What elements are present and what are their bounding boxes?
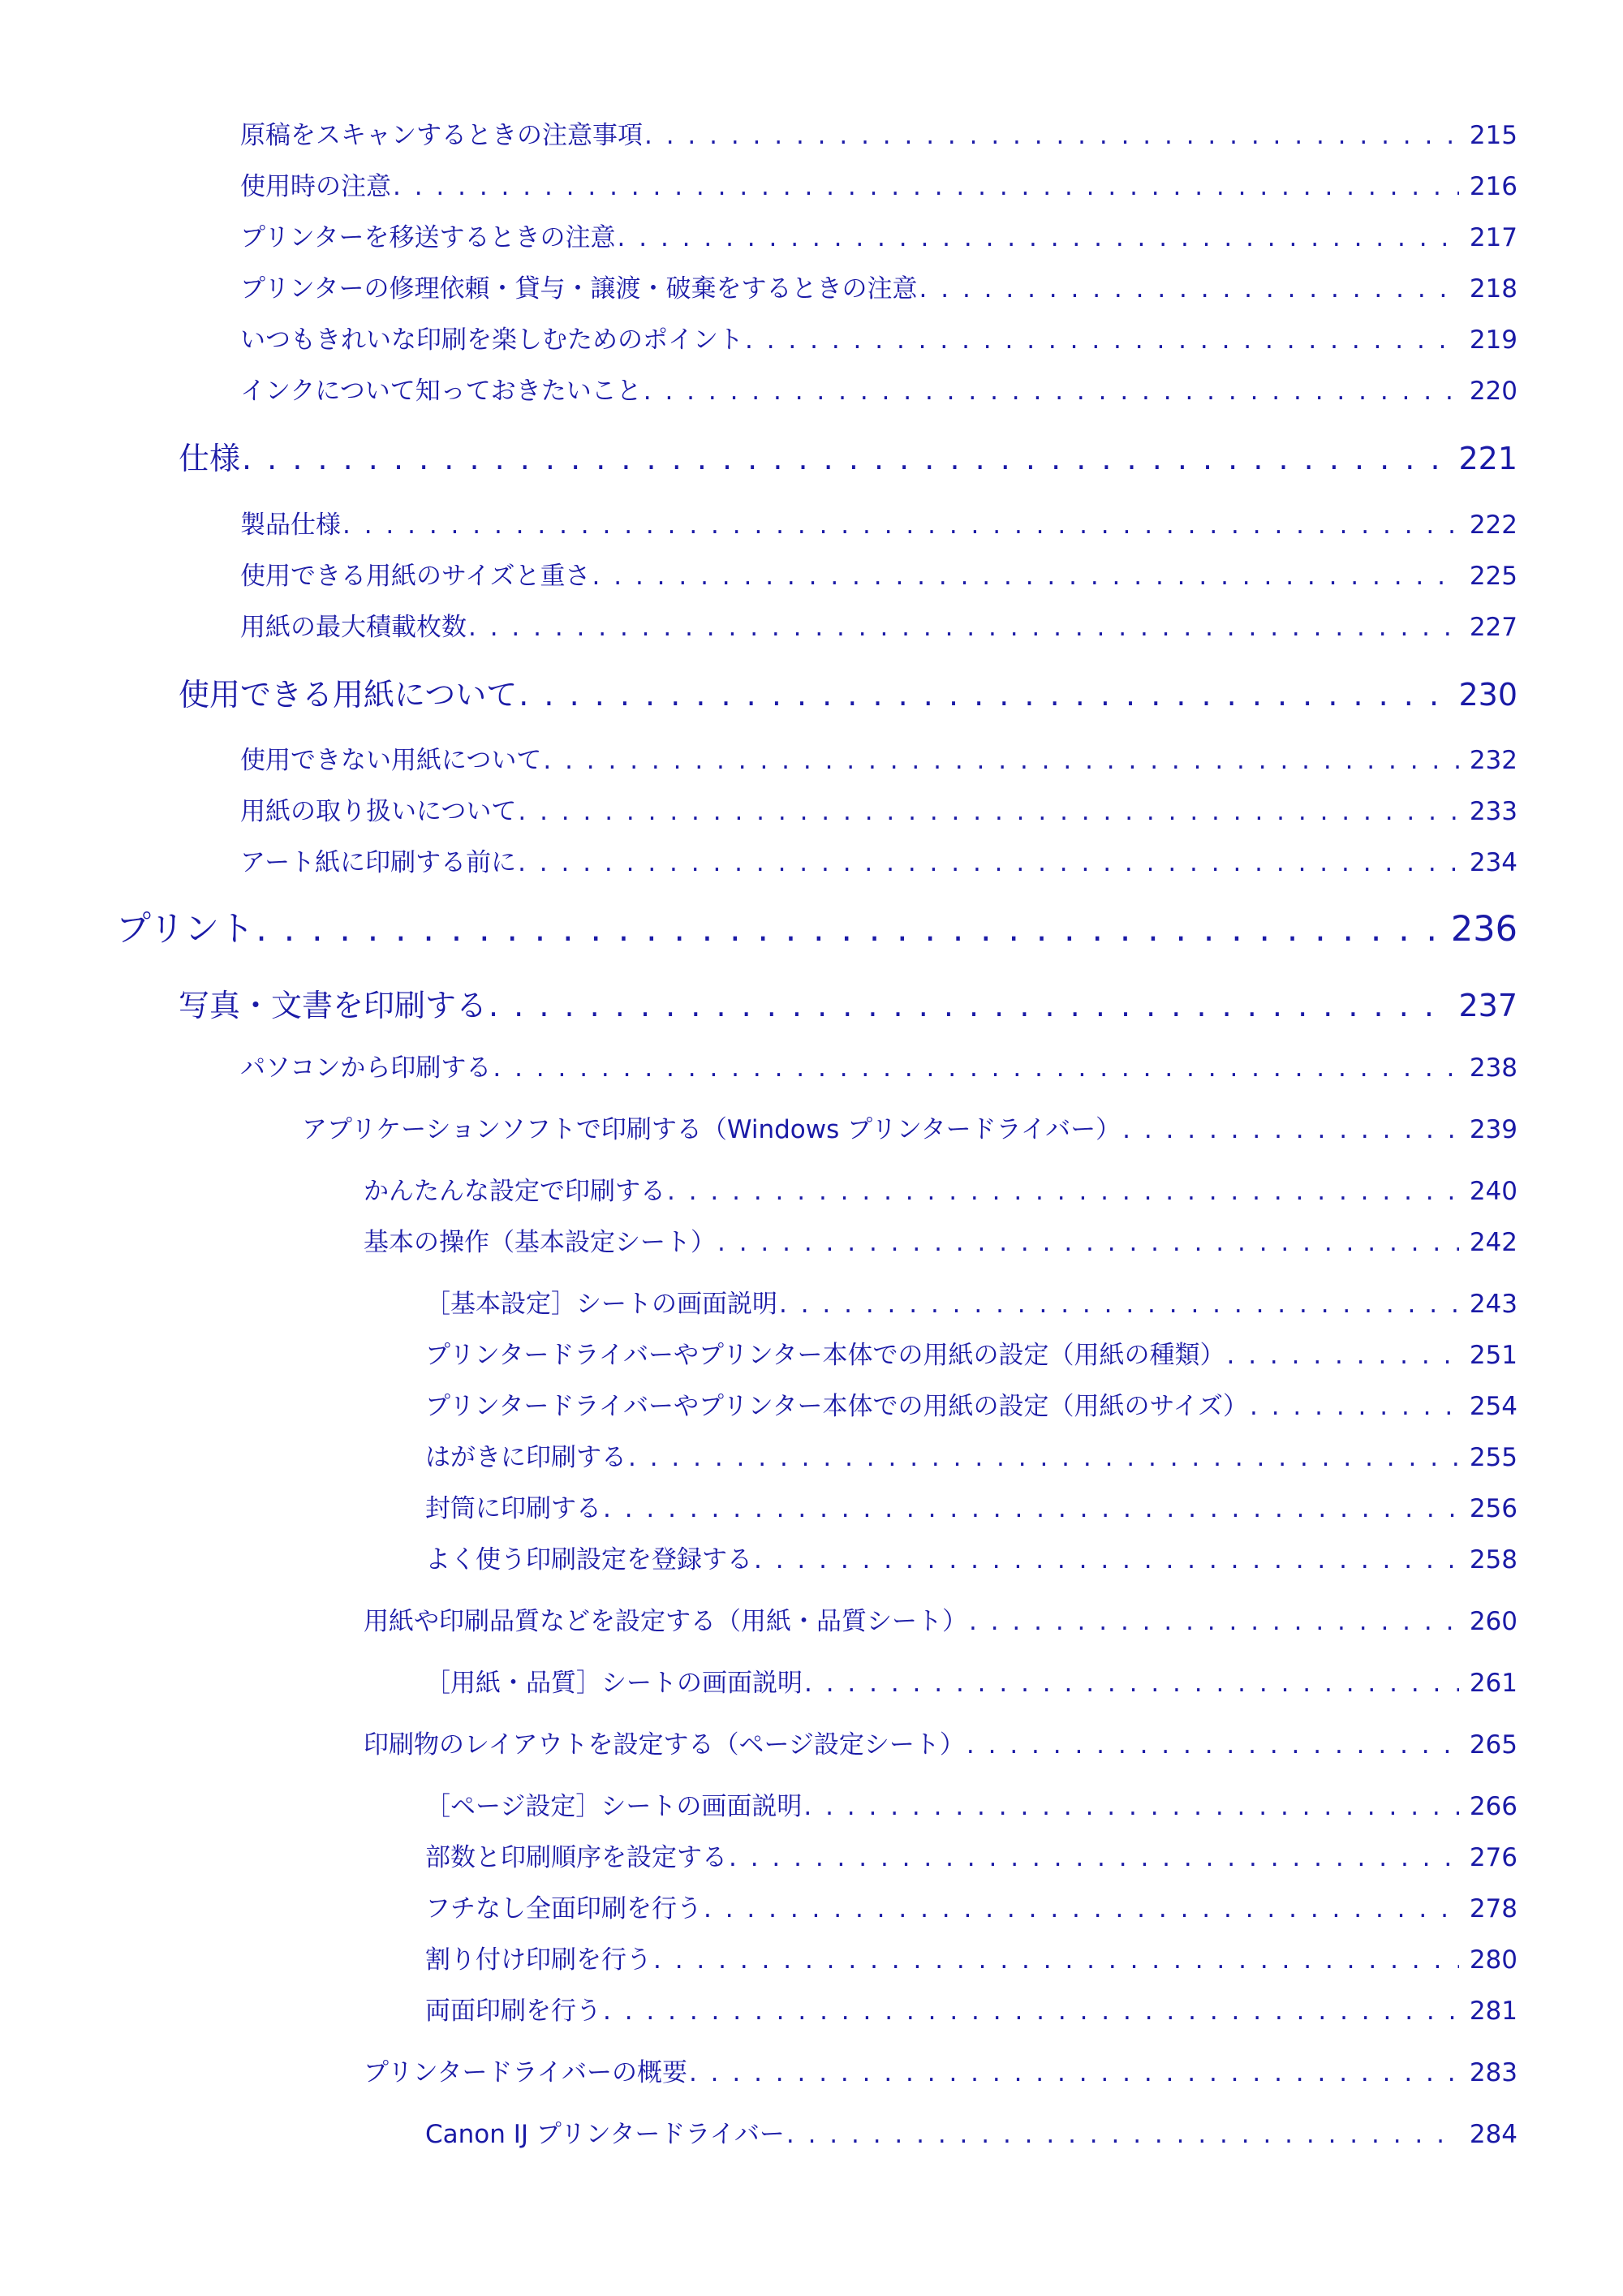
toc-dot-leader — [644, 379, 1459, 404]
toc-entry-page: 227 — [1469, 613, 1518, 642]
toc-entry-page: 280 — [1469, 1945, 1518, 1975]
toc-dot-leader — [966, 1733, 1459, 1758]
toc-entry-page: 218 — [1469, 274, 1518, 304]
toc-dot-leader — [1122, 1118, 1459, 1143]
toc-dot-leader — [518, 851, 1459, 876]
toc-dot-leader — [1227, 1343, 1460, 1368]
toc-entry-page: 240 — [1469, 1177, 1518, 1206]
toc-dot-leader — [342, 513, 1459, 538]
toc-entry-page: 261 — [1469, 1669, 1518, 1698]
toc-dot-leader — [804, 1671, 1459, 1696]
toc-entry-page: 243 — [1469, 1290, 1518, 1319]
toc-dot-leader — [779, 1292, 1459, 1317]
toc-entry-title: はがきに印刷する — [425, 1443, 626, 1472]
toc-entry-page: 283 — [1469, 2058, 1518, 2087]
toc-dot-leader — [628, 1445, 1459, 1471]
toc-entry-title: 使用時の注意 — [240, 172, 391, 201]
toc-entry-title: いつもきれいな印刷を楽しむためのポイント — [240, 325, 743, 355]
toc-entry[interactable] — [302, 1115, 1518, 1144]
toc-entry-title: パソコンから印刷する — [240, 1053, 492, 1083]
toc-entry-title: かんたんな設定で印刷する — [364, 1177, 665, 1206]
toc-entry-title: 基本の操作（基本設定シート） — [364, 1228, 716, 1257]
toc-entry[interactable] — [240, 1053, 1518, 1083]
toc-entry-title: 両面印刷を行う — [425, 1997, 601, 2026]
toc-entry[interactable] — [364, 1230, 1518, 1256]
toc-entry-page: 234 — [1469, 848, 1518, 877]
toc-dot-leader — [518, 799, 1459, 825]
toc-dot-leader — [603, 1999, 1459, 2024]
toc-entry-title: 割り付け印刷を行う — [425, 1945, 652, 1975]
toc-entry-page: 217 — [1469, 223, 1518, 252]
toc-dot-leader — [689, 2061, 1459, 2086]
toc-entry-page: 238 — [1469, 1053, 1518, 1083]
toc-entry-title: プリンタードライバーの概要 — [364, 2058, 687, 2087]
toc-entry-title: プリンタードライバーやプリンター本体での用紙の設定（用紙の種類） — [425, 1341, 1225, 1370]
toc-entry-page: 230 — [1458, 677, 1518, 713]
toc-entry-page: 251 — [1469, 1341, 1518, 1370]
toc-entry-page: 236 — [1450, 909, 1518, 950]
toc-entry[interactable] — [425, 1494, 1518, 1523]
toc-entry-title: 使用できない用紙について — [240, 746, 542, 775]
toc-dot-leader — [803, 1794, 1459, 1820]
toc-entry[interactable] — [425, 1394, 1518, 1419]
toc-dot-leader — [969, 1609, 1459, 1635]
toc-entry[interactable] — [425, 1445, 1518, 1471]
toc-dot-leader — [754, 1548, 1459, 1573]
toc-dot-leader — [393, 174, 1459, 200]
toc-entry-title: 原稿をスキャンするときの注意事項 — [240, 121, 643, 150]
toc-entry[interactable] — [240, 564, 1518, 589]
toc-entry-page: 265 — [1469, 1730, 1518, 1760]
toc-entry-title: ［基本設定］シートの画面説明 — [425, 1290, 777, 1319]
toc-dot-leader — [729, 1846, 1459, 1871]
toc-entry[interactable] — [240, 325, 1518, 355]
toc-entry-page: 239 — [1469, 1115, 1518, 1144]
toc-entry[interactable] — [240, 223, 1518, 252]
toc-entry[interactable] — [425, 1894, 1518, 1923]
toc-entry[interactable] — [240, 274, 1518, 304]
toc-dot-leader — [786, 2122, 1459, 2147]
toc-entry-title: 仕様 — [179, 441, 241, 476]
toc-entry-page: 281 — [1469, 1997, 1518, 2026]
toc-entry-page: 260 — [1469, 1607, 1518, 1636]
toc-entry-title: インクについて知っておきたいこと — [240, 377, 642, 406]
toc-dot-leader — [489, 990, 1446, 1021]
toc-entry-title: フチなし全面印刷を行う — [425, 1894, 702, 1923]
toc-entry-title: Canon IJ プリンタードライバー — [425, 2120, 785, 2149]
toc-entry-page: 256 — [1469, 1494, 1518, 1523]
toc-entry-page: 219 — [1469, 325, 1518, 355]
toc-entry-page: 255 — [1469, 1443, 1518, 1472]
toc-entry-page: 222 — [1469, 510, 1518, 540]
toc-entry-page: 237 — [1458, 988, 1518, 1023]
toc-entry[interactable] — [425, 2122, 1518, 2147]
toc-entry[interactable] — [240, 123, 1518, 149]
toc-entry-title: アプリケーションソフトで印刷する（Windows プリンタードライバー） — [302, 1115, 1121, 1144]
toc-dot-leader — [653, 1948, 1459, 1973]
toc-entry-title: プリンターの修理依頼・貸与・譲渡・破棄をするときの注意 — [240, 274, 918, 304]
toc-entry-title: 印刷物のレイアウトを設定する（ページ設定シート） — [364, 1730, 965, 1760]
toc-entry-page: 220 — [1469, 377, 1518, 406]
toc-entry-title: アート紙に印刷する前に — [240, 848, 517, 877]
toc-entry-page: 278 — [1469, 1894, 1518, 1923]
toc-dot-leader — [745, 328, 1459, 353]
toc-entry-title: 製品仕様 — [240, 510, 341, 540]
toc-dot-leader — [717, 1230, 1459, 1256]
toc-entry-title: 用紙の取り扱いについて — [240, 797, 517, 826]
toc-entry[interactable] — [425, 1343, 1518, 1368]
toc-entry-page: 242 — [1469, 1228, 1518, 1257]
toc-entry-title: 使用できる用紙について — [179, 677, 518, 713]
toc-entry-title: ［用紙・品質］シートの画面説明 — [425, 1669, 803, 1698]
toc-dot-leader — [644, 123, 1459, 149]
toc-entry-title: 写真・文書を印刷する — [179, 988, 488, 1023]
toc-entry-title: プリント — [116, 909, 255, 950]
toc-dot-leader — [468, 615, 1459, 640]
toc-entry-title: プリンタードライバーやプリンター本体での用紙の設定（用紙のサイズ） — [425, 1392, 1249, 1421]
toc-entry-page: 276 — [1469, 1843, 1518, 1872]
toc-entry-title: プリンターを移送するときの注意 — [240, 223, 616, 252]
toc-dot-leader — [543, 748, 1459, 773]
toc-entry[interactable] — [240, 799, 1518, 825]
toc-entry[interactable] — [240, 379, 1518, 404]
toc-entry-page: 216 — [1469, 172, 1518, 201]
toc-entry[interactable] — [240, 174, 1518, 200]
toc-entry-title: 用紙の最大積載枚数 — [240, 613, 467, 642]
toc-entry-page: 215 — [1469, 121, 1518, 150]
toc-dot-leader — [256, 912, 1438, 947]
toc-entry[interactable] — [425, 1292, 1518, 1317]
toc-dot-leader — [592, 564, 1459, 589]
toc-chapter-entry[interactable] — [116, 909, 1518, 950]
toc-entry[interactable] — [364, 1179, 1518, 1204]
toc-section-entry[interactable] — [179, 443, 1518, 474]
toc-section-entry[interactable] — [179, 677, 1518, 713]
toc-dot-leader — [493, 1056, 1459, 1081]
toc-dot-leader — [704, 1897, 1459, 1922]
toc-entry-page: 266 — [1469, 1792, 1518, 1821]
toc-entry-page: 254 — [1469, 1392, 1518, 1421]
toc-entry-page: 284 — [1469, 2120, 1518, 2149]
toc-dot-leader — [242, 443, 1446, 474]
toc-entry-title: 封筒に印刷する — [425, 1494, 601, 1523]
toc-entry[interactable] — [364, 2058, 1518, 2087]
toc-entry-page: 258 — [1469, 1545, 1518, 1574]
toc-entry-title: ［ページ設定］シートの画面説明 — [425, 1792, 803, 1821]
toc-dot-leader — [1250, 1394, 1459, 1419]
toc-entry[interactable] — [425, 1843, 1518, 1872]
toc-dot-leader — [919, 277, 1459, 302]
toc-entry[interactable] — [240, 615, 1518, 640]
toc-entry-page: 233 — [1469, 797, 1518, 826]
toc-section-entry[interactable] — [179, 990, 1518, 1021]
toc-entry-title: 部数と印刷順序を設定する — [425, 1843, 727, 1872]
toc-dot-leader — [618, 226, 1459, 251]
toc-entry[interactable] — [364, 1730, 1518, 1760]
toc-entry[interactable] — [425, 1794, 1518, 1820]
toc-entry[interactable] — [364, 1609, 1518, 1635]
toc-entry[interactable] — [240, 510, 1518, 540]
toc-dot-leader — [519, 679, 1446, 710]
toc-entry[interactable] — [240, 848, 1518, 877]
toc-entry[interactable] — [425, 1945, 1518, 1975]
toc-entry-title: よく使う印刷設定を登録する — [425, 1545, 752, 1574]
toc-entry[interactable] — [425, 1545, 1518, 1574]
toc-entry-title: 使用できる用紙のサイズと重さ — [240, 562, 591, 591]
toc-entry[interactable] — [425, 1671, 1518, 1696]
toc-dot-leader — [667, 1179, 1459, 1204]
toc-entry[interactable] — [425, 1999, 1518, 2024]
toc-dot-leader — [603, 1497, 1459, 1522]
toc-entry[interactable] — [240, 748, 1518, 773]
toc-entry-page: 232 — [1469, 746, 1518, 775]
toc-entry-page: 225 — [1469, 562, 1518, 591]
toc-entry-title: 用紙や印刷品質などを設定する（用紙・品質シート） — [364, 1607, 967, 1636]
toc-entry-page: 221 — [1458, 441, 1518, 476]
